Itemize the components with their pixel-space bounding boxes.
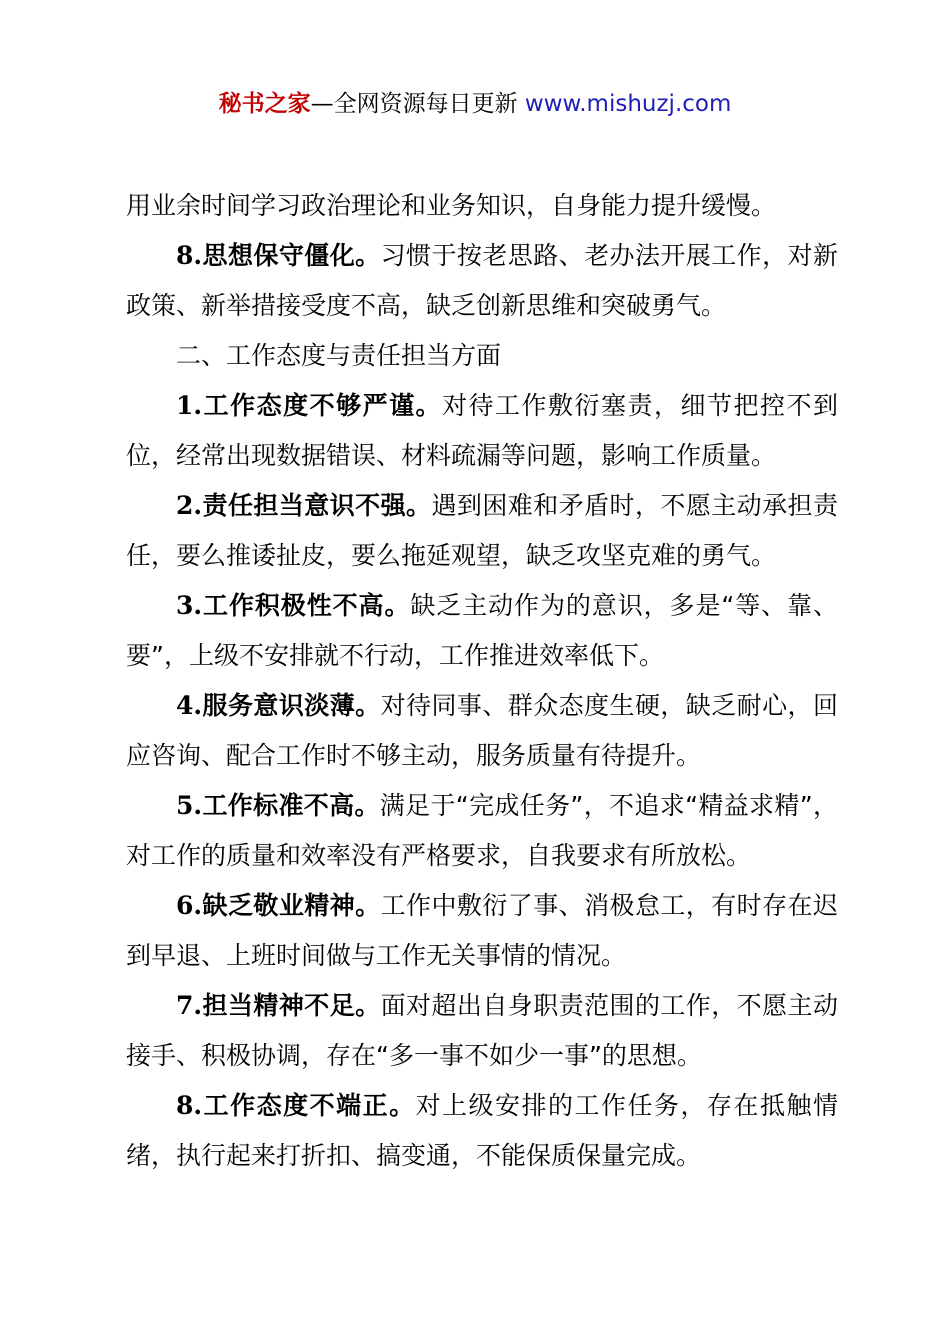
item-number: 8. (176, 241, 203, 270)
paragraph-text: 工作中敷衍了事、消极怠工，有时存在迟到早退、上班时间做与工作无关事情的情况。 (126, 891, 838, 970)
paragraph (126, 681, 838, 781)
item-number: 4. (176, 691, 203, 720)
document-body (126, 181, 838, 1181)
paragraph (126, 481, 838, 581)
item-number: 2. (176, 491, 203, 520)
item-number: 3. (176, 591, 203, 620)
item-heading: 工作积极性不高。 (202, 591, 411, 620)
paragraph-text: 满足于“完成任务”，不追求“精益求精”，对工作的质量和效率没有严格要求，自我要求有所放松。 (126, 791, 838, 870)
paragraph-text: 遇到困难和矛盾时，不愿主动承担责任，要么推诿扯皮，要么拖延观望，缺乏攻坚克难的勇气。 (126, 491, 838, 570)
item-number: 8. (176, 1091, 203, 1120)
paragraph-text: 缺乏主动作为的意识，多是“等、靠、要”，上级不安排就不行动，工作推进效率低下。 (126, 591, 838, 670)
item-number: 1. (176, 391, 203, 420)
paragraph (126, 981, 838, 1081)
paragraph (126, 1081, 838, 1181)
paragraph (126, 581, 838, 681)
item-heading: 责任担当意识不强。 (202, 491, 432, 520)
item-number: 6. (176, 891, 203, 920)
paragraph-text: 对上级安排的工作任务，存在抵触情绪，执行起来打折扣、搞变通，不能保质保量完成。 (126, 1091, 838, 1170)
paragraph (126, 381, 838, 481)
paragraph (126, 231, 838, 331)
item-number: 7. (176, 991, 203, 1020)
paragraph-text: 面对超出自身职责范围的工作，不愿主动接手、积极协调，存在“多一事不如少一事”的思想。 (126, 991, 838, 1070)
item-number: 5. (176, 791, 203, 820)
brand-name: 秘书之家 (218, 91, 311, 117)
paragraph (126, 881, 838, 981)
item-heading: 思想保守僵化。 (202, 241, 381, 270)
section-heading-text: 二、工作态度与责任担当方面 (176, 341, 502, 370)
paragraph-text: 对待工作敷衍塞责，细节把控不到位，经常出现数据错误、材料疏漏等问题，影响工作质量。 (126, 391, 838, 470)
page-header (0, 86, 950, 122)
header-slogan: —全网资源每日更新 (310, 91, 525, 117)
section-heading (126, 331, 838, 381)
paragraph (126, 781, 838, 881)
paragraph (126, 181, 838, 231)
item-heading: 服务意识淡薄。 (202, 691, 381, 720)
website-link[interactable]: www.mishuzj.com (524, 91, 732, 117)
paragraph-text: 习惯于按老思路、老办法开展工作，对新政策、新举措接受度不高，缺乏创新思维和突破勇气。 (126, 241, 838, 320)
item-heading: 工作态度不够严谨。 (202, 391, 443, 420)
item-heading: 工作标准不高。 (202, 791, 380, 820)
paragraph-text: 对待同事、群众态度生硬，缺乏耐心，回应咨询、配合工作时不够主动，服务质量有待提升。 (126, 691, 838, 770)
item-heading: 担当精神不足。 (202, 991, 381, 1020)
item-heading: 缺乏敬业精神。 (202, 891, 381, 920)
item-heading: 工作态度不端正。 (202, 1091, 416, 1120)
paragraph-text: 用业余时间学习政治理论和业务知识，自身能力提升缓慢。 (126, 191, 777, 220)
